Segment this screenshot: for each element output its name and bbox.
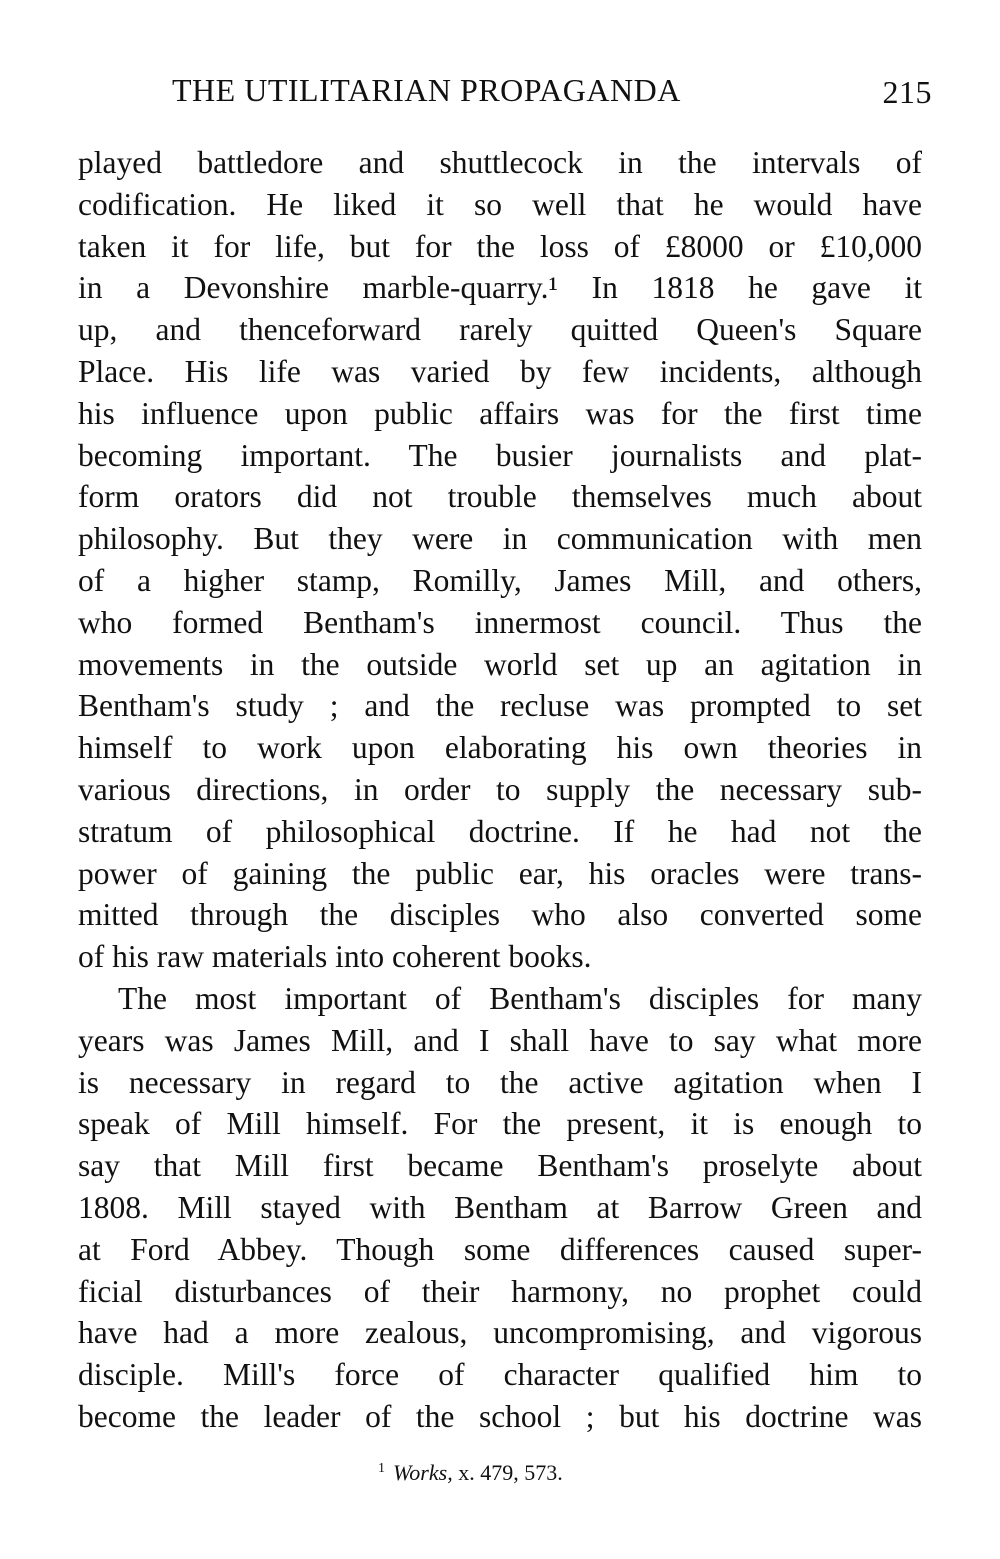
footnote-work: Works, <box>393 1460 453 1485</box>
text-line: played battledore and shuttlecock in the intervals of <box>78 145 922 180</box>
text-line: who formed Bentham's innermost council. Thus the <box>78 604 922 640</box>
text-line: of a higher stamp, Romilly, James Mill, and others, <box>78 562 922 598</box>
text-line: various directions, in order to supply the necessary sub- <box>78 771 922 807</box>
text-line: himself to work upon elaborating his own theories in <box>78 730 922 766</box>
text-line: have had a more zealous, uncompromising, and vigorous <box>78 1315 922 1351</box>
text-line: up, and thenceforward rarely quitted Queen's Square <box>78 312 922 348</box>
text-line: disciple. Mill's force of character qualified him to <box>78 1357 922 1393</box>
text-line: The most important of Bentham's disciples for many <box>118 980 922 1016</box>
text-line: Bentham's study ; and the recluse was prompted to set <box>78 688 922 724</box>
text-line: movements in the outside world set up an agitation in <box>78 646 922 682</box>
text-line: ficial disturbances of their harmony, no prophet could <box>78 1273 922 1309</box>
text-line: form orators did not trouble themselves much about <box>78 479 922 515</box>
text-line: is necessary in regard to the active agitation when I <box>78 1064 922 1100</box>
body-text <box>78 142 922 1438</box>
footnote <box>378 1460 563 1486</box>
text-line: 1808. Mill stayed with Bentham at Barrow Green and <box>78 1189 922 1225</box>
running-title: THE UTILITARIAN PROPAGANDA <box>172 72 681 108</box>
text-line: speak of Mill himself. For the present, it is enough to <box>78 1106 922 1142</box>
text-line: of his raw materials into coherent books. <box>78 939 592 975</box>
text-line: say that Mill first became Bentham's proselyte about <box>78 1148 922 1184</box>
text-line: taken it for life, but for the loss of £8000 or £10,000 <box>78 228 922 264</box>
text-line: power of gaining the public ear, his oracles were trans- <box>78 855 922 891</box>
page-number: 215 <box>882 74 932 110</box>
text-line: mitted through the disciples who also converted some <box>78 897 922 933</box>
text-line: Place. His life was varied by few incidents, although <box>78 353 922 389</box>
text-line: his influence upon public affairs was for the first time <box>78 395 922 431</box>
footnote-ref: x. 479, 573. <box>458 1460 563 1485</box>
text-line: in a Devonshire marble-quarry.¹ In 1818 he gave it <box>78 270 922 306</box>
text-line: becoming important. The busier journalists and plat- <box>78 437 922 473</box>
footnote-marker: 1 <box>378 1460 385 1476</box>
text-line: stratum of philosophical doctrine. If he had not the <box>78 813 922 849</box>
text-line: at Ford Abbey. Though some differences caused super- <box>78 1231 922 1267</box>
text-line: codification. He liked it so well that he would have <box>78 186 922 222</box>
text-line: become the leader of the school ; but his doctrine was <box>78 1398 922 1434</box>
text-line: years was James Mill, and I shall have to say what more <box>78 1022 922 1058</box>
text-line: philosophy. But they were in communication with men <box>78 521 922 557</box>
